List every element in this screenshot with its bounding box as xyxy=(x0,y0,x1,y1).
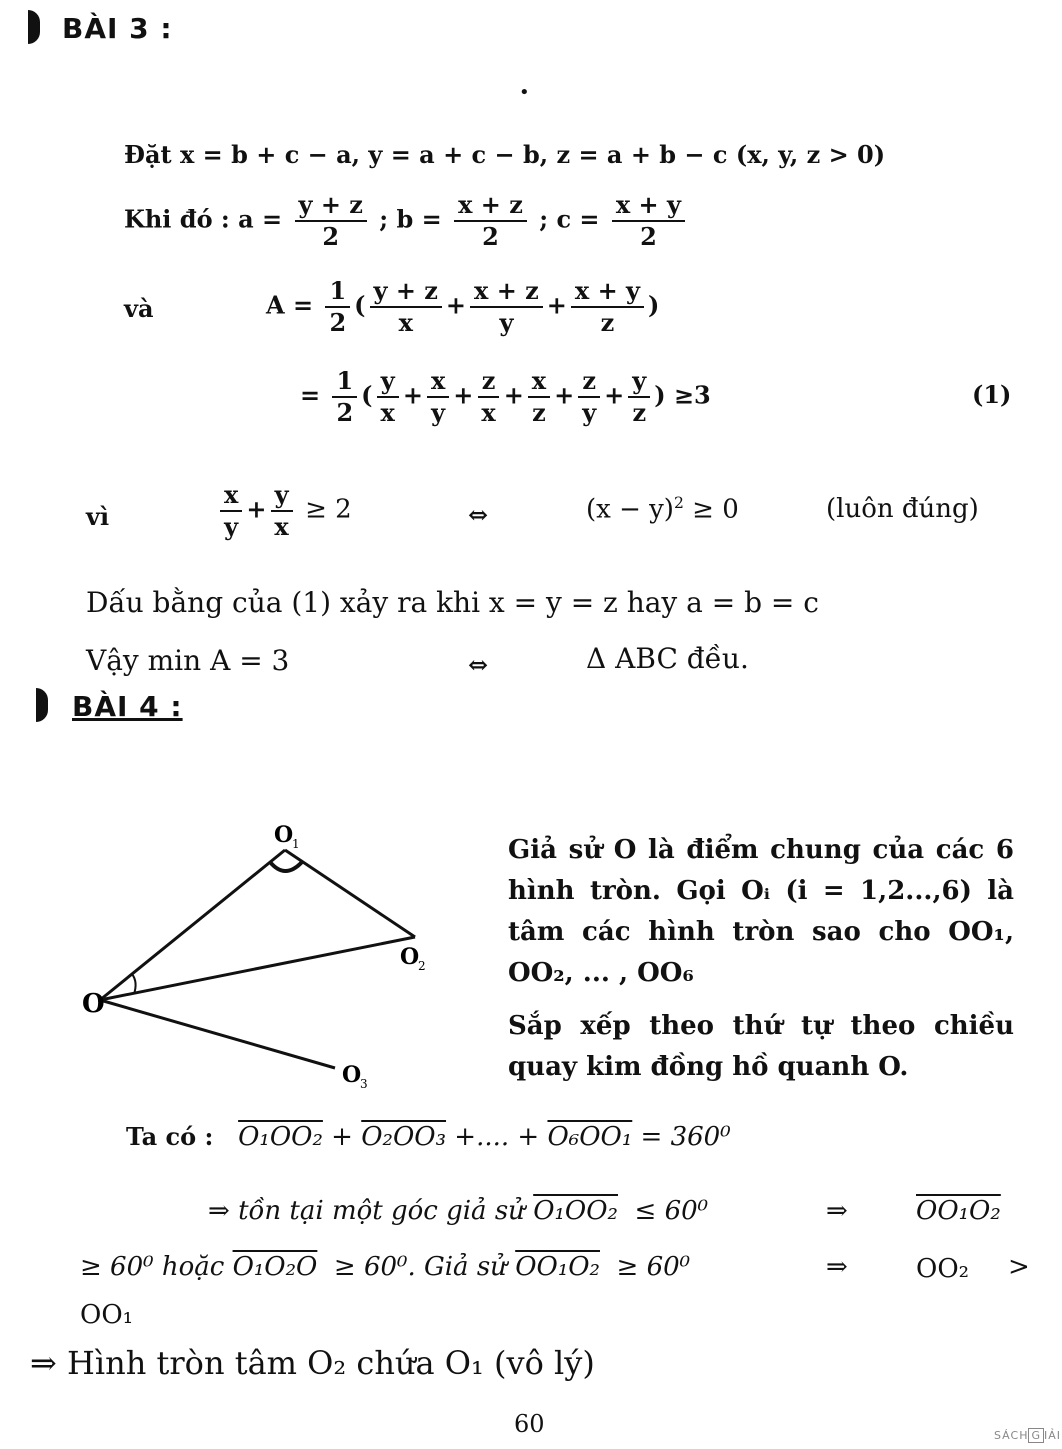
a-fraction: $\frac{y + z}{2}$ xyxy=(295,190,367,252)
angle-case-line: ≥ 60⁰ hoặc O₁O₂O ≥ 60⁰. Giả sử OO₁O₂ ≥ 60⁰ xyxy=(80,1252,691,1282)
c-fraction: $\frac{x + y}{2}$ xyxy=(612,190,685,252)
heading-marker xyxy=(36,688,48,722)
bai4-paragraph-2: Sắp xếp theo thứ tự theo chiều quay kim đồng hồ quanh O. xyxy=(508,1011,1014,1082)
segment-O-O2 xyxy=(100,937,415,1000)
equilateral-conclusion: Δ ABC đều. xyxy=(586,642,749,675)
page-number: 60 xyxy=(514,1410,545,1438)
equiv-symbol-2: ⇔ xyxy=(468,650,489,679)
angle-mark-O1 xyxy=(270,862,302,871)
bai4-paragraph-1: Giả sử O là điểm chung của các 6 hình tròn. Gọi Oᵢ (i = 1,2...,6) là tâm các hình tròn sao cho OO₁, OO₂, ... , OO₆ xyxy=(508,835,1014,988)
bai4-heading: BÀI 4 : xyxy=(72,690,183,723)
term-z-x: $\frac{z}{x}$ xyxy=(477,366,499,428)
A-expanded: = $\frac{1}{2}$ ( $\frac{y}{x}$ + $\frac{x}{y}$ + $\frac{z}{x}$ + $\frac{x}{z}$ + $\frac{z}{y}$ + $\frac{y}{z}$ ) ≥3 xyxy=(300,366,711,427)
exists-angle-line: ⇒ tồn tại một góc giả sử O₁OO₂ ≤ 60⁰ xyxy=(208,1196,709,1226)
term-x-y: $\frac{x}{y}$ xyxy=(427,366,449,428)
implies-arrow-1: ⇒ xyxy=(826,1196,848,1226)
line2-mid1: ; b = xyxy=(379,204,442,234)
angle-sum-equation: Ta có : O₁OO₂ + O₂OO₃ +.... + O₆OO₁ = 360⁰ xyxy=(126,1122,731,1152)
always-true-note: (luôn đúng) xyxy=(826,494,979,524)
OO1-label: OO₁ xyxy=(80,1300,134,1330)
am-gm-inequality: $\frac{x}{y}$ + $\frac{y}{x}$ ≥ 2 xyxy=(216,480,352,542)
term-y-x: $\frac{y}{x}$ xyxy=(377,366,399,428)
line2-lead: Khi đó : a = xyxy=(124,204,283,234)
point-O2-label: O xyxy=(400,944,420,970)
yz-over-x: $\frac{y + z}{x}$ xyxy=(370,276,442,338)
xy-over-z: $\frac{x + y}{z}$ xyxy=(571,276,644,338)
vi-label: vì xyxy=(86,502,110,531)
va-label: và xyxy=(124,294,154,323)
heading-marker xyxy=(28,10,40,44)
abc-in-terms-of-xyz xyxy=(124,190,689,252)
implies-arrow-2: ⇒ xyxy=(826,1252,848,1282)
line2-mid2: ; c = xyxy=(539,204,600,234)
circle-centers-diagram xyxy=(70,810,510,1100)
bai3-heading: BÀI 3 : xyxy=(62,12,173,45)
term-z-y: $\frac{z}{y}$ xyxy=(578,366,600,428)
point-O3-sub: 3 xyxy=(360,1077,368,1091)
substitution-line: Đặt x = b + c − a, y = a + c − b, z = a + b − c (x, y, z > 0) xyxy=(124,140,886,169)
square-inequality: $(x - y)^2 \ge 0$ xyxy=(586,494,739,525)
OO2-label: OO₂ xyxy=(916,1254,970,1284)
stray-dot: • xyxy=(519,82,530,103)
half-fraction: $\frac{1}{2}$ xyxy=(325,276,350,338)
point-O-label: O xyxy=(82,989,105,1019)
point-O1-sub: 1 xyxy=(292,837,300,851)
point-O2-sub: 2 xyxy=(418,959,426,973)
equality-condition: Dấu bằng của (1) xảy ra khi x = y = z hay a = b = c xyxy=(86,586,819,619)
angle-mark-O xyxy=(132,974,136,994)
A-expression: A = $\frac{1}{2}$ ( $\frac{y + z}{x}$ + $\frac{x + z}{y}$ + $\frac{x + y}{z}$ ) xyxy=(266,276,660,337)
b-fraction: $\frac{x + z}{2}$ xyxy=(454,190,527,252)
term-x-z: $\frac{x}{z}$ xyxy=(528,366,550,428)
segment-O-O1 xyxy=(100,850,285,1000)
term-y-z: $\frac{y}{z}$ xyxy=(628,366,650,428)
equiv-symbol-1: ⇔ xyxy=(468,500,489,529)
segment-O-O3 xyxy=(100,1000,335,1068)
xz-over-y: $\frac{x + z}{y}$ xyxy=(470,276,543,338)
watermark-logo: SÁCH G IẢI xyxy=(994,1429,1062,1442)
point-O1-label: O xyxy=(274,822,294,848)
segment-O1-O2 xyxy=(285,850,415,937)
greater-than: > xyxy=(1008,1252,1030,1282)
min-A-result: Vậy min A = 3 xyxy=(86,644,290,677)
angle-OO1O2: OO₁O₂ xyxy=(916,1196,1001,1226)
point-O3-label: O xyxy=(342,1062,362,1088)
equation-tag-1: (1) xyxy=(972,380,1012,409)
contradiction-conclusion: ⇒ Hình tròn tâm O₂ chứa O₁ (vô lý) xyxy=(30,1344,595,1382)
